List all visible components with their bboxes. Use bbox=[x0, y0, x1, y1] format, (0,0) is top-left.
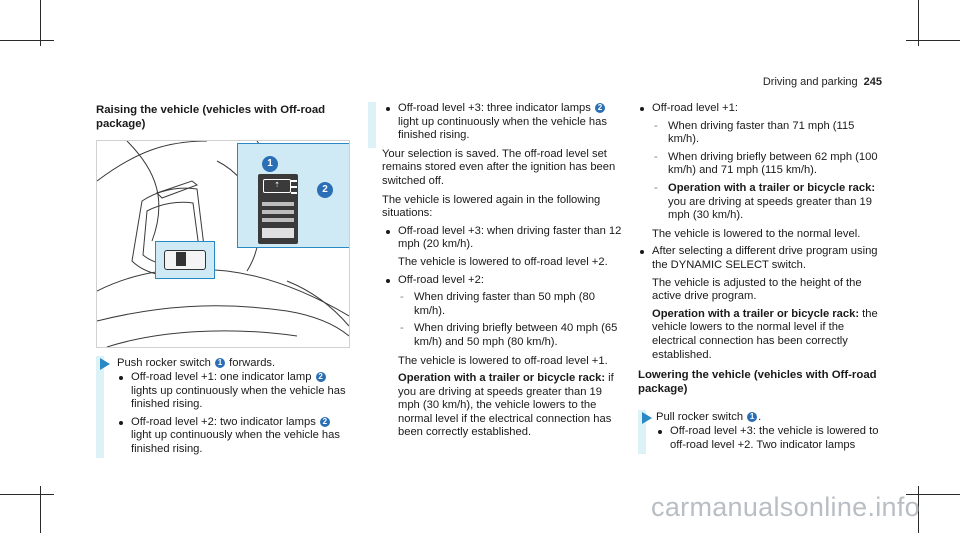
list-item: Off-road level +3: three indicator lamps 2 light up continuously when the vehicle has finished rising. bbox=[384, 102, 624, 143]
note: The vehicle is lowered to off-road level +2. bbox=[398, 255, 608, 268]
trailer-note: Operation with a trailer or bicycle rack: the vehicle lowers to the normal level if the electrical connection has been correctly established. bbox=[652, 307, 878, 361]
callout-ref: 2 bbox=[595, 103, 605, 113]
switch-highlight-large bbox=[237, 143, 350, 248]
list-item: Off-road level +2: two indicator lamps 2 light up continuously when the vehicle has finished rising. bbox=[117, 416, 349, 457]
running-header bbox=[763, 76, 882, 88]
note: The vehicle is lowered to the normal level. bbox=[652, 227, 861, 240]
note: The vehicle is adjusted to the height of the active drive program. bbox=[652, 276, 862, 303]
list-item: After selecting a different drive program using the DYNAMIC SELECT switch. bbox=[638, 245, 888, 272]
step-pull-switch: Pull rocker switch 1 . bbox=[656, 411, 762, 423]
list-item: Off-road level +2: bbox=[384, 274, 624, 288]
crop-mark bbox=[0, 494, 54, 495]
column-3 bbox=[638, 102, 888, 396]
callout-ref: 1 bbox=[215, 358, 225, 368]
column-2 bbox=[384, 102, 624, 440]
page-number: 245 bbox=[863, 76, 882, 88]
figure-rocker-switch bbox=[96, 140, 350, 348]
callout-ref: 2 bbox=[320, 417, 330, 427]
sub-item: - When driving briefly between 62 mph (100 km/h) and 71 mph (115 km/h). bbox=[654, 150, 878, 177]
callout-ref: 2 bbox=[316, 372, 326, 382]
step-push-switch: Push rocker switch 1 forwards. bbox=[117, 357, 276, 369]
callout-1: 1 bbox=[262, 156, 278, 172]
list-item: Off-road level +1: bbox=[638, 102, 888, 116]
section-title: Driving and parking bbox=[762, 76, 858, 88]
list-item: Off-road level +1: one indicator lamp 2 lights up continuously when the vehicle has finished rising. bbox=[117, 371, 349, 412]
note: The vehicle is lowered to off-road level +1. bbox=[398, 354, 608, 367]
crop-mark bbox=[0, 40, 54, 41]
switch-highlight-small bbox=[155, 241, 215, 279]
callout-2: 2 bbox=[317, 182, 333, 198]
paragraph: Your selection is saved. The off-road level set remains stored even after the ignition has been switched off. bbox=[382, 147, 616, 187]
trailer-note: Operation with a trailer or bicycle rack: if you are driving at speeds greater than 19 mph (30 km/h), the vehicle lowers to the normal level if the electrical connection has been correctly established. bbox=[398, 372, 614, 439]
paragraph: The vehicle is lowered again in the following situations: bbox=[382, 193, 601, 220]
crop-mark bbox=[906, 40, 960, 41]
step-arrow-icon bbox=[100, 358, 110, 370]
switch-symbol-icon: ⇡ bbox=[263, 179, 291, 193]
step-arrow-icon bbox=[642, 412, 652, 424]
sub-item: - When driving faster than 71 mph (115 km/h). bbox=[654, 119, 855, 146]
sub-item: - When driving faster than 50 mph (80 km/h). bbox=[400, 291, 595, 317]
heading-lowering: Lowering the vehicle (vehicles with Off-road package) bbox=[638, 369, 877, 396]
heading-raising: Raising the vehicle (vehicles with Off-road package) bbox=[96, 104, 326, 130]
sub-item: - Operation with a trailer or bicycle rack: you are driving at speeds greater than 19 mph (30 km/h). bbox=[654, 181, 876, 222]
accent-bar bbox=[96, 356, 104, 458]
sub-item: - When driving briefly between 40 mph (65 km/h) and 50 mph (80 km/h). bbox=[400, 322, 618, 348]
list-item: Off-road level +3: when driving faster than 12 mph (20 km/h). bbox=[384, 225, 624, 252]
list-col3-bottom bbox=[656, 425, 888, 452]
list-item: Off-road level +3: the vehicle is lowered to off-road level +2. Two indicator lamps bbox=[656, 425, 888, 452]
watermark: carmanualsonline.info bbox=[651, 492, 920, 522]
accent-bar bbox=[368, 102, 376, 148]
list-col1 bbox=[117, 371, 349, 457]
callout-ref: 1 bbox=[747, 412, 757, 422]
